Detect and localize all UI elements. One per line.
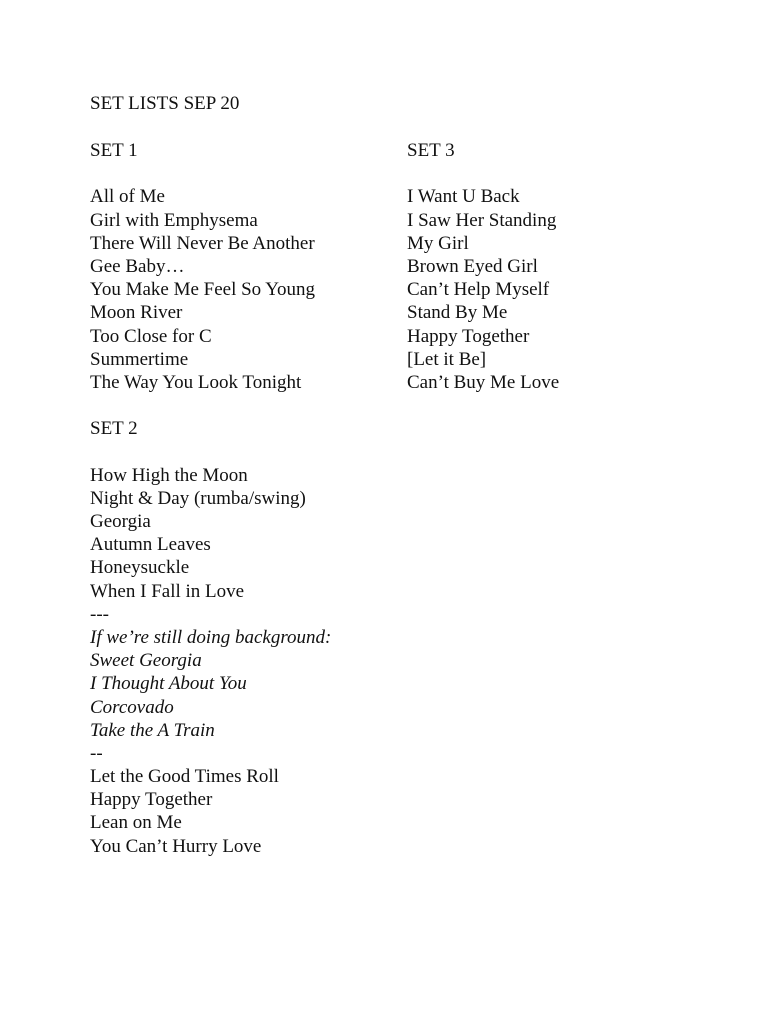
song-item: Gee Baby… bbox=[90, 255, 185, 277]
spacer bbox=[90, 162, 390, 185]
background-song-item: Take the A Train bbox=[90, 719, 215, 741]
song-item: Happy Together bbox=[90, 789, 213, 811]
song-item: Can’t Buy Me Love bbox=[407, 371, 560, 393]
song-item: I Saw Her Standing bbox=[407, 209, 557, 231]
song-item: Autumn Leaves bbox=[90, 534, 211, 556]
background-song-item: Corcovado bbox=[90, 696, 174, 718]
spacer bbox=[407, 162, 707, 185]
divider-dashes: -- bbox=[90, 742, 103, 764]
song-item: When I Fall in Love bbox=[90, 580, 245, 602]
song-item: You Make Me Feel So Young bbox=[90, 279, 316, 301]
background-song-item: Sweet Georgia bbox=[90, 650, 202, 672]
song-item: Too Close for C bbox=[90, 325, 212, 347]
song-item: Georgia bbox=[90, 511, 151, 532]
left-column bbox=[90, 139, 390, 858]
right-column bbox=[407, 139, 707, 394]
song-item: Moon River bbox=[90, 302, 183, 324]
song-item: My Girl bbox=[407, 232, 469, 254]
background-song-item: I Thought About You bbox=[90, 673, 247, 695]
song-item: The Way You Look Tonight bbox=[90, 371, 302, 393]
song-item: Brown Eyed Girl bbox=[407, 255, 538, 277]
song-item: How High the Moon bbox=[90, 464, 248, 486]
divider-dashes: --- bbox=[90, 603, 109, 625]
song-item: Lean on Me bbox=[90, 812, 182, 834]
song-item: Stand By Me bbox=[407, 302, 508, 324]
song-item: There Will Never Be Another bbox=[90, 232, 315, 254]
spacer bbox=[90, 440, 390, 463]
song-item: You Can’t Hurry Love bbox=[90, 835, 262, 857]
set-3-heading: SET 3 bbox=[407, 140, 455, 161]
song-item: I Want U Back bbox=[407, 186, 520, 208]
song-item: [Let it Be] bbox=[407, 348, 487, 370]
song-item: Happy Together bbox=[407, 325, 530, 347]
set-1-song-list bbox=[90, 185, 390, 394]
song-item: Girl with Emphysema bbox=[90, 209, 258, 231]
song-item: Let the Good Times Roll bbox=[90, 766, 279, 788]
background-note: If we’re still doing background: bbox=[90, 626, 332, 648]
spacer bbox=[90, 394, 390, 417]
document-title: SET LISTS SEP 20 bbox=[90, 93, 240, 114]
set-2-heading: SET 2 bbox=[90, 418, 138, 440]
song-item: Night & Day (rumba/swing) bbox=[90, 487, 306, 509]
set-2-song-list bbox=[90, 464, 390, 858]
set-3-song-list bbox=[407, 185, 707, 394]
song-item: Honeysuckle bbox=[90, 557, 190, 579]
song-item: Can’t Help Myself bbox=[407, 279, 550, 301]
set-1-heading: SET 1 bbox=[90, 140, 138, 161]
song-item: Summertime bbox=[90, 348, 189, 370]
song-item: All of Me bbox=[90, 186, 165, 208]
